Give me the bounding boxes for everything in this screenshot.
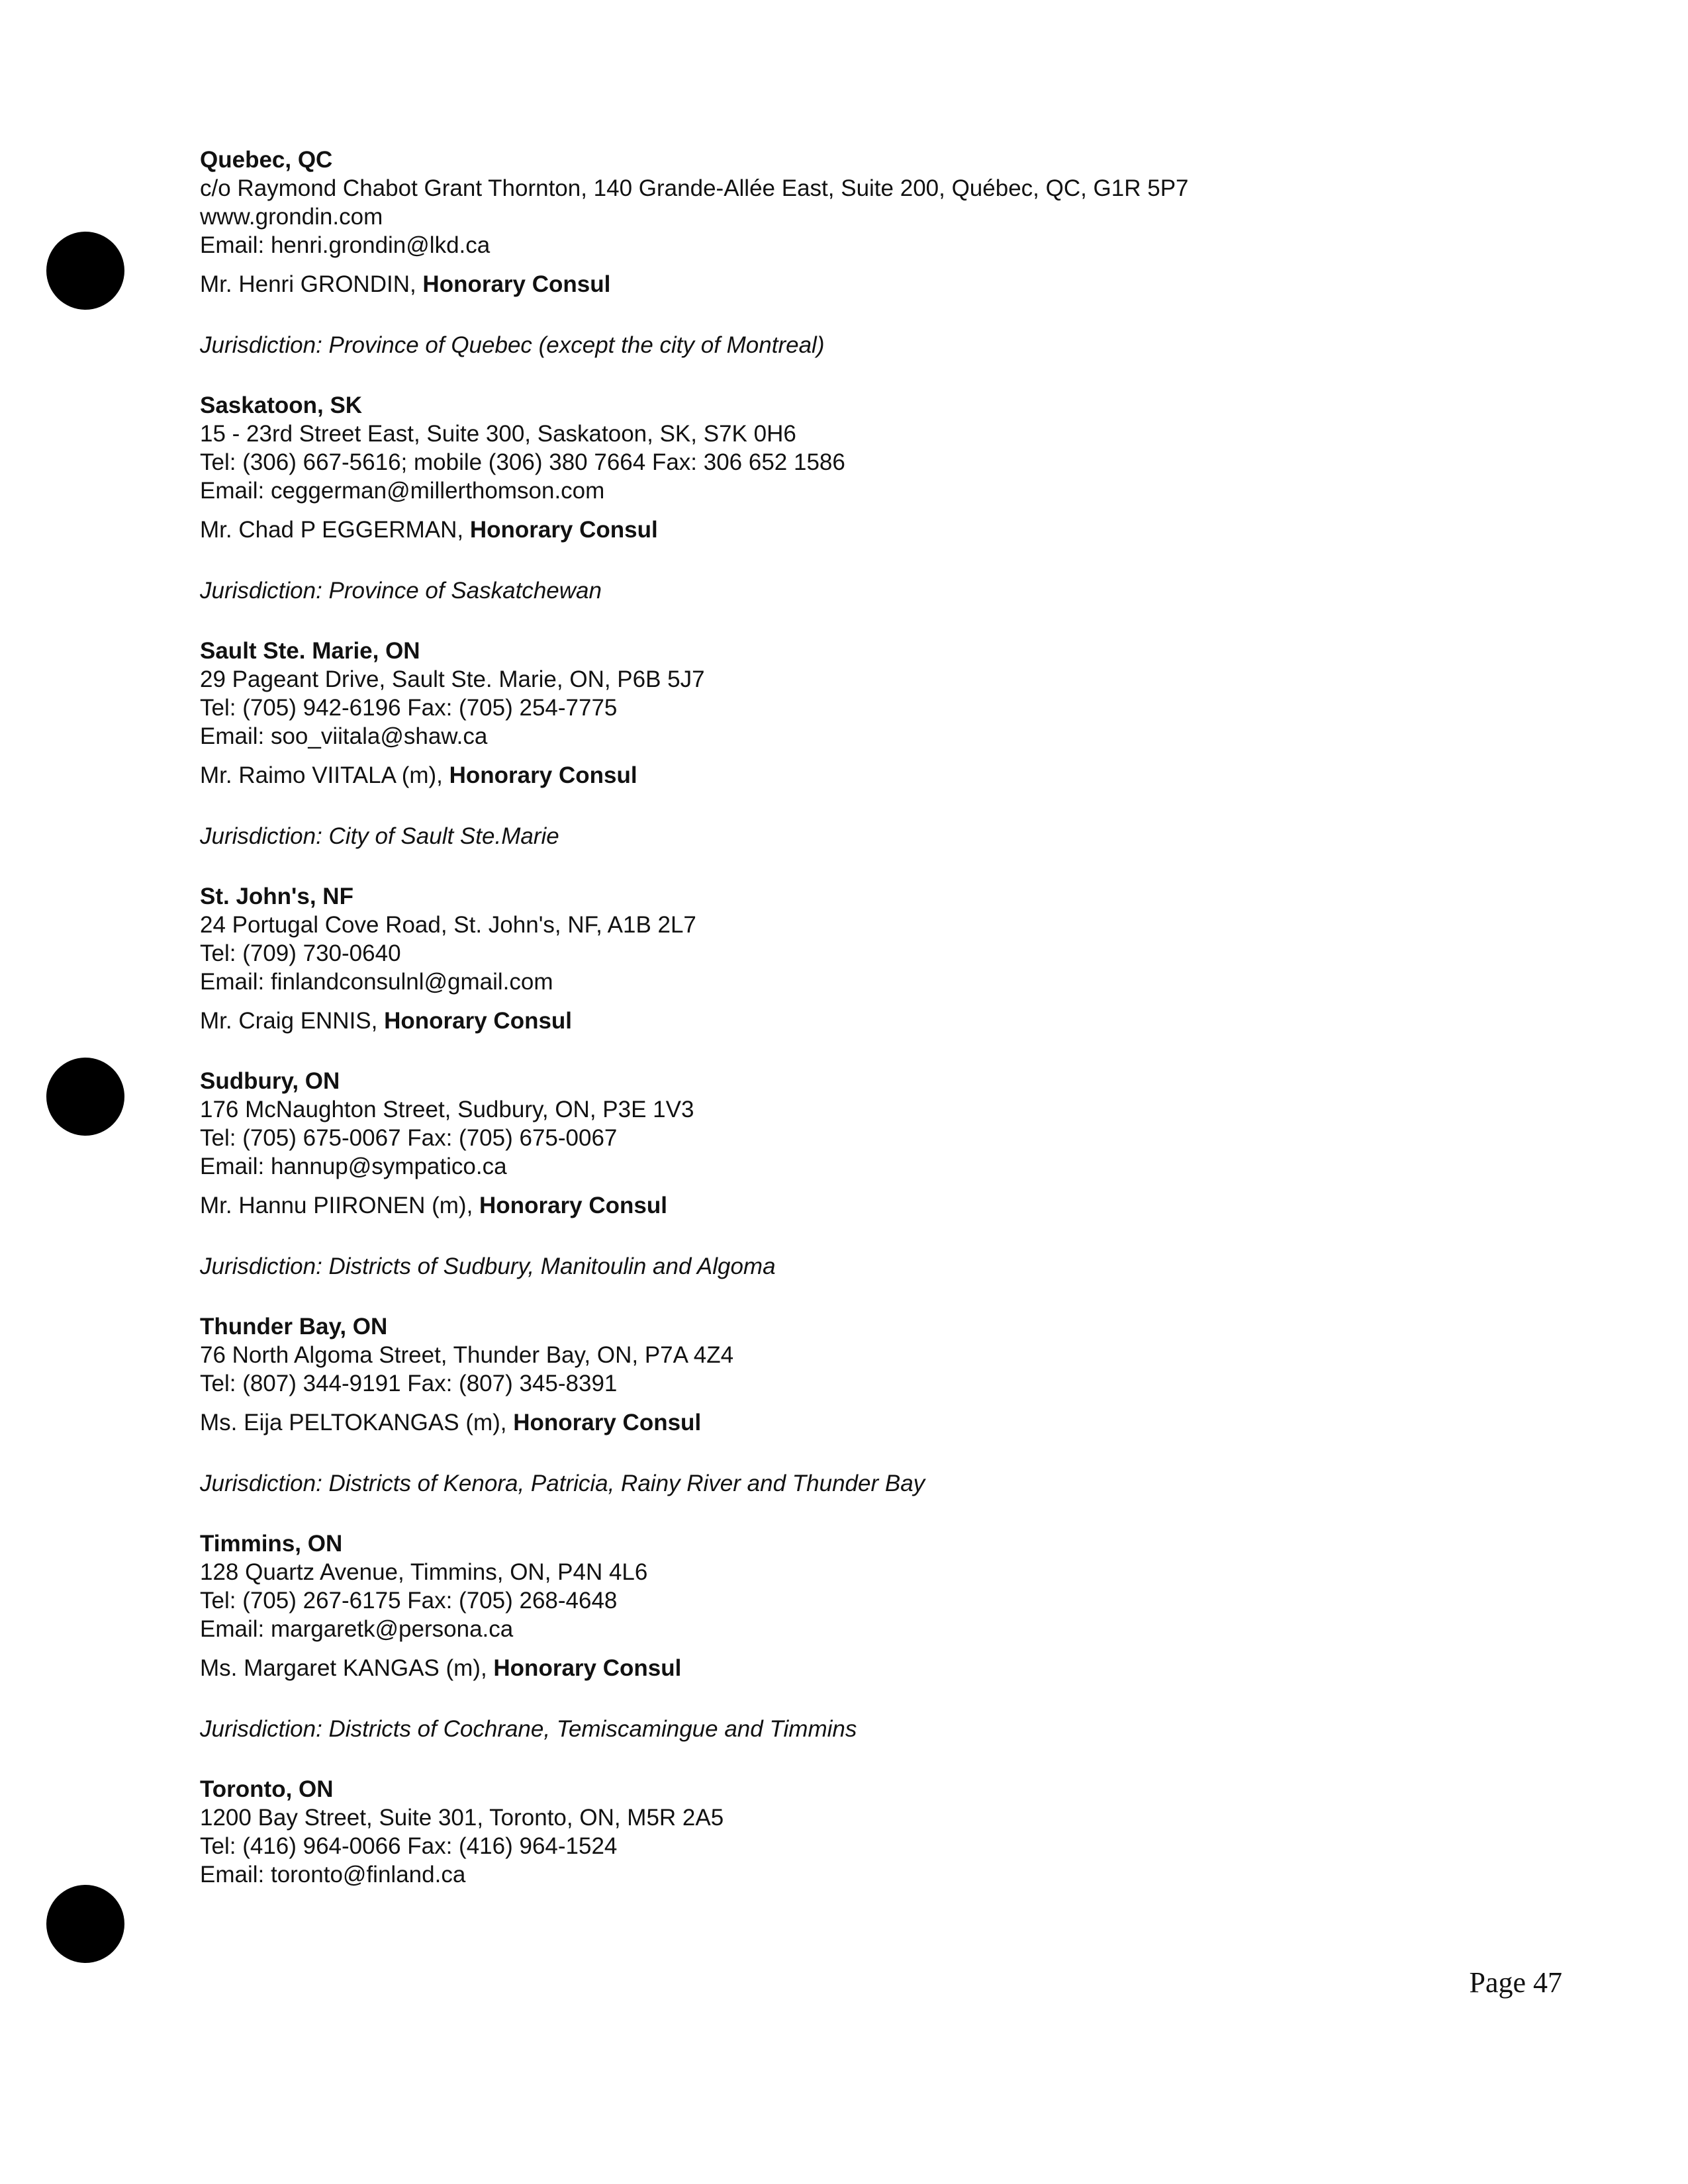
consul-title: Honorary Consul bbox=[493, 1655, 682, 1681]
entry-consul bbox=[200, 270, 1524, 298]
entry-detail-line: Email: soo_viitala@shaw.ca bbox=[200, 723, 488, 749]
entry-detail-line: 128 Quartz Avenue, Timmins, ON, P4N 4L6 bbox=[200, 1559, 648, 1585]
entry-city: Toronto, ON bbox=[200, 1776, 334, 1802]
consulate-entry bbox=[200, 882, 1524, 1035]
entry-detail-line: Tel: (416) 964-0066 Fax: (416) 964-1524 bbox=[200, 1833, 618, 1859]
entry-detail-line: Email: margaretk@persona.ca bbox=[200, 1616, 514, 1642]
entry-detail-line: 176 McNaughton Street, Sudbury, ON, P3E 1V3 bbox=[200, 1097, 694, 1122]
entry-consul bbox=[200, 1654, 1524, 1682]
entry-city: Saskatoon, SK bbox=[200, 392, 363, 418]
entry-jurisdiction: Jurisdiction: City of Sault Ste.Marie bbox=[200, 823, 559, 849]
consul-title: Honorary Consul bbox=[513, 1410, 702, 1435]
consulate-entry bbox=[200, 1529, 1524, 1743]
consul-title: Honorary Consul bbox=[469, 517, 658, 543]
entry-consul bbox=[200, 516, 1524, 544]
entry-detail-line: Email: finlandconsulnl@gmail.com bbox=[200, 969, 553, 995]
entry-detail-line: c/o Raymond Chabot Grant Thornton, 140 Grande-Allée East, Suite 200, Québec, QC, G1R 5P7 bbox=[200, 175, 1189, 201]
entry-detail-line: 76 North Algoma Street, Thunder Bay, ON, P7A 4Z4 bbox=[200, 1342, 734, 1368]
entry-detail-line: 24 Portugal Cove Road, St. John's, NF, A1B 2L7 bbox=[200, 912, 696, 938]
entry-detail-line: Email: toronto@finland.ca bbox=[200, 1862, 466, 1888]
entry-detail-line: 1200 Bay Street, Suite 301, Toronto, ON, M5R 2A5 bbox=[200, 1805, 724, 1831]
entry-detail-line: www.grondin.com bbox=[200, 204, 383, 230]
entry-detail-line: 15 - 23rd Street East, Suite 300, Saskatoon, SK, S7K 0H6 bbox=[200, 421, 796, 447]
entry-detail-line: Tel: (705) 675-0067 Fax: (705) 675-0067 bbox=[200, 1125, 618, 1151]
entry-jurisdiction: Jurisdiction: Districts of Sudbury, Manitoulin and Algoma bbox=[200, 1253, 776, 1279]
consul-name: Mr. Henri GRONDIN, bbox=[200, 271, 423, 297]
page-number: Page 47 bbox=[1469, 1966, 1562, 1999]
entry-detail-line: Tel: (807) 344-9191 Fax: (807) 345-8391 bbox=[200, 1371, 618, 1396]
consulate-entry bbox=[200, 1775, 1524, 1889]
entry-consul bbox=[200, 1007, 1524, 1035]
consul-title: Honorary Consul bbox=[479, 1193, 667, 1218]
punch-hole bbox=[46, 1885, 124, 1963]
consul-title: Honorary Consul bbox=[422, 271, 611, 297]
punch-hole bbox=[46, 1058, 124, 1136]
consulate-entry bbox=[200, 146, 1524, 359]
entry-detail-line: Email: ceggerman@millerthomson.com bbox=[200, 478, 605, 504]
consul-name: Mr. Raimo VIITALA (m), bbox=[200, 762, 449, 788]
consul-name: Mr. Chad P EGGERMAN, bbox=[200, 517, 470, 543]
consul-name: Mr. Craig ENNIS, bbox=[200, 1008, 385, 1034]
entry-detail-line: 29 Pageant Drive, Sault Ste. Marie, ON, P6B 5J7 bbox=[200, 666, 705, 692]
entry-jurisdiction: Jurisdiction: Districts of Cochrane, Temiscamingue and Timmins bbox=[200, 1716, 857, 1742]
consulate-entry bbox=[200, 637, 1524, 850]
punch-hole bbox=[46, 232, 124, 310]
consul-name: Mr. Hannu PIIRONEN (m), bbox=[200, 1193, 480, 1218]
entry-city: Timmins, ON bbox=[200, 1531, 343, 1557]
entry-consul bbox=[200, 1191, 1524, 1220]
entry-city: Sudbury, ON bbox=[200, 1068, 340, 1094]
entry-city: Sault Ste. Marie, ON bbox=[200, 638, 420, 664]
entry-city: Thunder Bay, ON bbox=[200, 1314, 388, 1340]
entry-consul bbox=[200, 1408, 1524, 1437]
consul-name: Ms. Eija PELTOKANGAS (m), bbox=[200, 1410, 514, 1435]
entry-jurisdiction: Jurisdiction: Province of Saskatchewan bbox=[200, 578, 602, 604]
consul-title: Honorary Consul bbox=[449, 762, 637, 788]
consulate-entry bbox=[200, 391, 1524, 605]
entry-consul bbox=[200, 761, 1524, 790]
consul-name: Ms. Margaret KANGAS (m), bbox=[200, 1655, 494, 1681]
consulate-entry bbox=[200, 1312, 1524, 1498]
entry-detail-line: Tel: (705) 942-6196 Fax: (705) 254-7775 bbox=[200, 695, 618, 721]
entry-jurisdiction: Jurisdiction: Province of Quebec (except the city of Montreal) bbox=[200, 332, 825, 358]
entry-detail-line: Email: hannup@sympatico.ca bbox=[200, 1154, 507, 1179]
entry-detail-line: Tel: (709) 730-0640 bbox=[200, 940, 401, 966]
entry-jurisdiction: Jurisdiction: Districts of Kenora, Patricia, Rainy River and Thunder Bay bbox=[200, 1471, 925, 1496]
entry-detail-line: Tel: (705) 267-6175 Fax: (705) 268-4648 bbox=[200, 1588, 618, 1614]
consulate-entry bbox=[200, 1067, 1524, 1281]
entry-city: St. John's, NF bbox=[200, 884, 353, 909]
consulate-list bbox=[200, 146, 1524, 1889]
consul-title: Honorary Consul bbox=[384, 1008, 573, 1034]
entry-city: Quebec, QC bbox=[200, 147, 333, 173]
entry-detail-line: Email: henri.grondin@lkd.ca bbox=[200, 232, 491, 258]
entry-detail-line: Tel: (306) 667-5616; mobile (306) 380 7664 Fax: 306 652 1586 bbox=[200, 449, 845, 475]
